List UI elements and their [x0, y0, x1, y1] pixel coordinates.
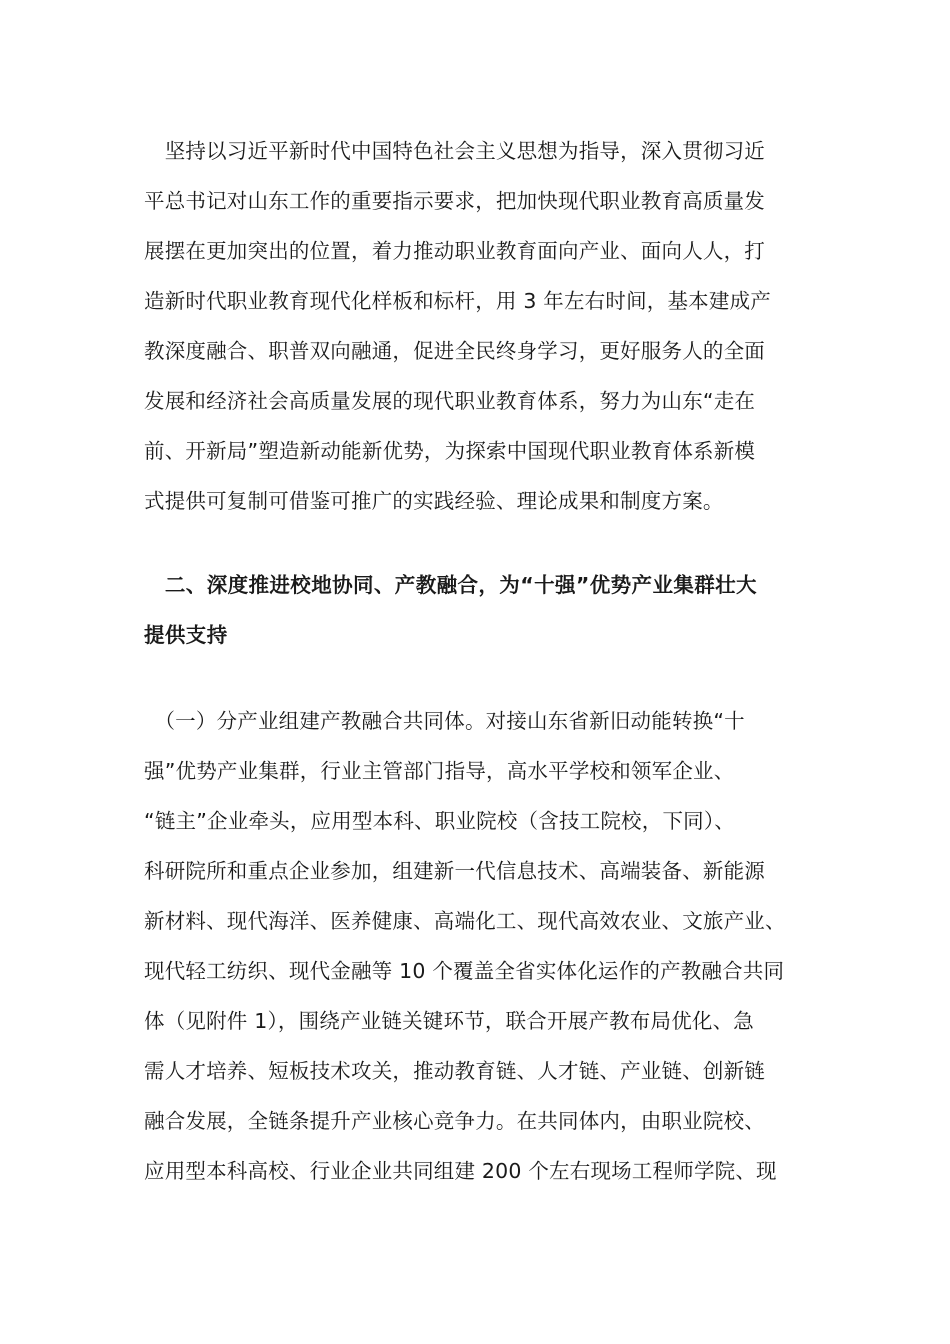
text-line: 坚持以习近平新时代中国特色社会主义思想为指导，深入贯彻习近: [144, 139, 765, 163]
text-line: 教深度融合、职普双向融通，促进全民终身学习，更好服务人的全面: [144, 339, 765, 363]
text-line: （一）分产业组建产教融合共同体。对接山东省新旧动能转换“十: [144, 709, 745, 733]
heading-line: 提供支持: [144, 623, 228, 647]
text-line: 强”优势产业集群，行业主管部门指导，高水平学校和领军企业、: [144, 759, 735, 783]
text-line: 需人才培养、短板技术攻关，推动教育链、人才链、产业链、创新链: [144, 1059, 765, 1083]
text-line: 现代轻工纺织、现代金融等 10 个覆盖全省实体化运作的产教融合共同: [144, 959, 785, 983]
text-line: 前、开新局”塑造新动能新优势，为探索中国现代职业教育体系新模: [144, 439, 756, 463]
text-line: 科研院所和重点企业参加，组建新一代信息技术、高端装备、新能源: [144, 859, 765, 883]
text-line: 新材料、现代海洋、医养健康、高端化工、现代高效农业、文旅产业、: [144, 909, 786, 933]
text-line: “链主”企业牵头，应用型本科、职业院校（含技工院校，下同）、: [144, 809, 735, 833]
text-line: 体（见附件 1），围绕产业链关键环节，联合开展产教布局优化、急: [144, 1009, 755, 1033]
text-line: 式提供可复制可借鉴可推广的实践经验、理论成果和制度方案。: [144, 489, 724, 513]
heading-line: 二、深度推进校地协同、产教融合，为“十强”优势产业集群壮大: [144, 573, 757, 597]
text-line: 造新时代职业教育现代化样板和标杆，用 3 年左右时间，基本建成产: [144, 289, 771, 313]
text-line: 融合发展，全链条提升产业核心竞争力。在共同体内，由职业院校、: [144, 1109, 765, 1133]
text-line: 发展和经济社会高质量发展的现代职业教育体系，努力为山东“走在: [144, 389, 756, 413]
text-line: 平总书记对山东工作的重要指示要求，把加快现代职业教育高质量发: [144, 189, 765, 213]
text-line: 应用型本科高校、行业企业共同组建 200 个左右现场工程师学院、现: [144, 1159, 777, 1183]
text-line: 展摆在更加突出的位置，着力推动职业教育面向产业、面向人人，打: [144, 239, 765, 263]
